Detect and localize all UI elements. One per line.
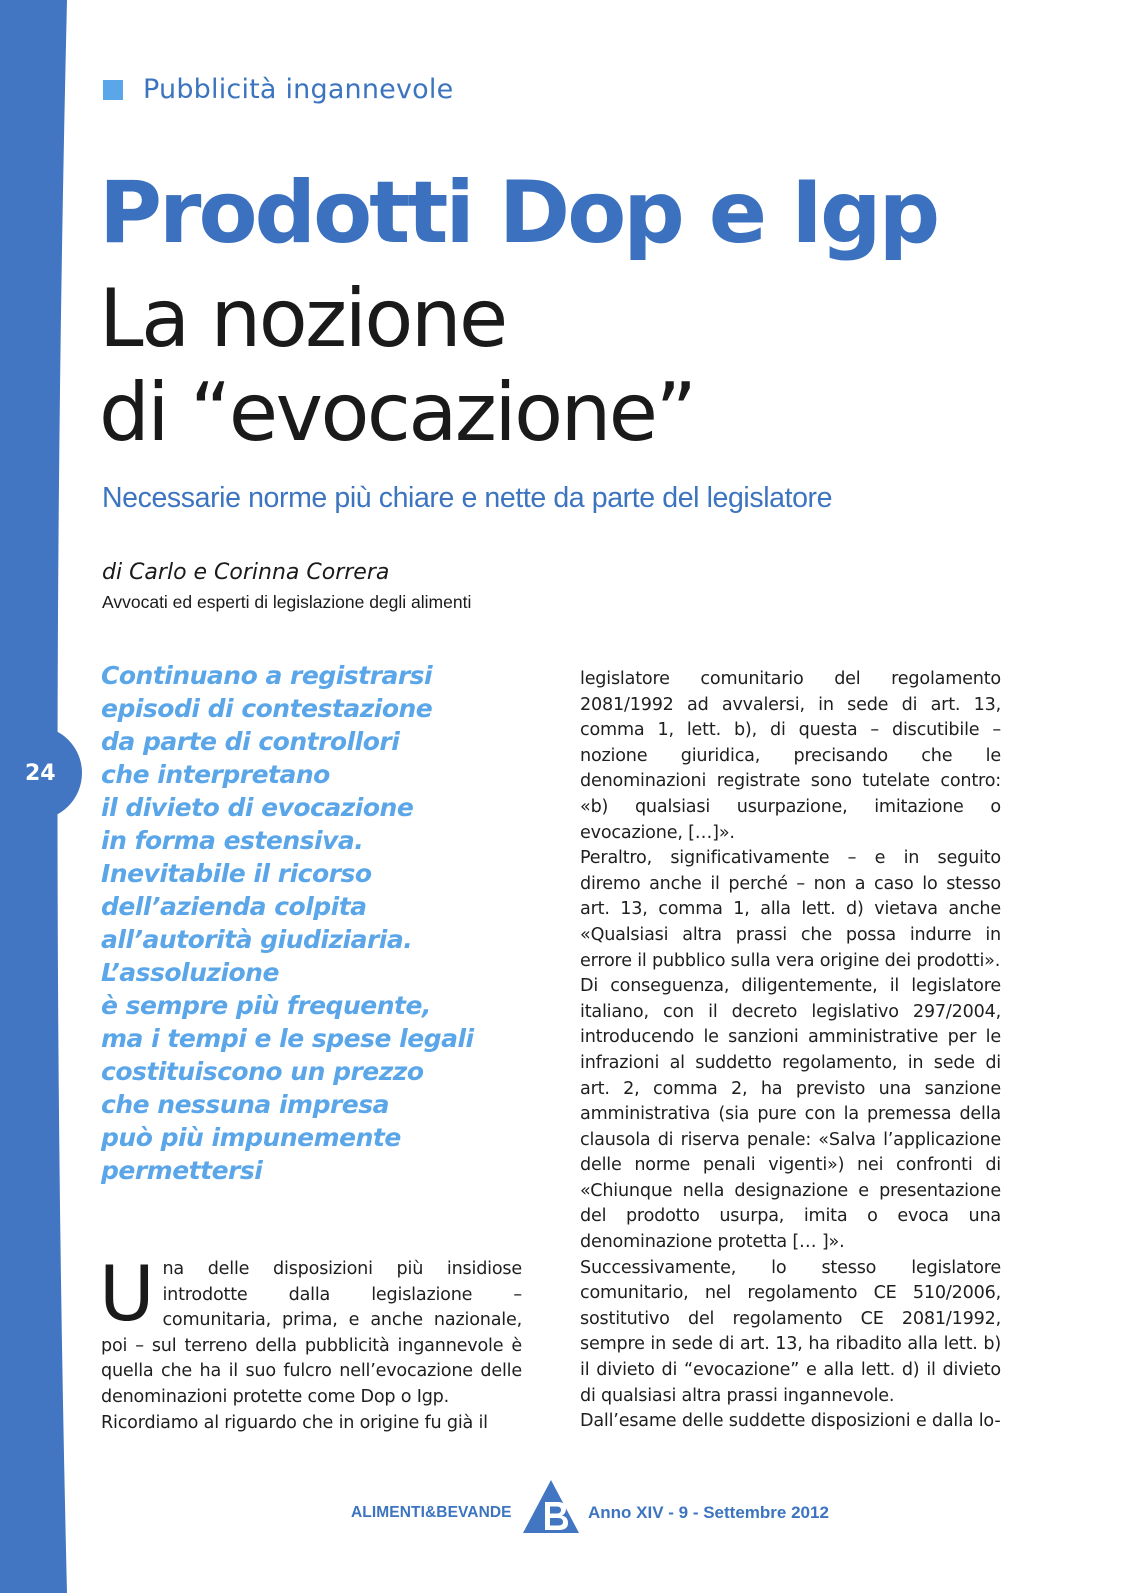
body-column-right: [580, 667, 1001, 1435]
title-line-3: di “evocazione”: [99, 366, 695, 459]
page-footer: [0, 1478, 1121, 1538]
pull-quote-line: Continuano a registrarsi: [101, 661, 433, 690]
body-paragraph: legislatore comunitario del regolamento 2081/1992 ad avvalersi, in sede di art. 13, comma 1, lett. b), di questa – discutibile – nozione giuridica, precisando che le denominazioni registrate sono tutelate contro: «b) qualsiasi usurpazione, imitazione o evocazione, […]».: [580, 669, 1001, 843]
body-paragraph: Di conseguenza, diligentemente, il legislatore italiano, con il decreto legislativo 297/2004, introducendo le sanzioni amministrative per le infrazioni al suddetto regolamento, in sede di art. 2, comma 2, ha previsto una sanzione amministrativa (sia pure con la premessa della clausola di riserva penale: «Salva l’applicazione delle norme penali vigenti») nei confronti di «Chiunque nella designazione e presentazione del prodotto usurpa, imita o evoca una denominazione protetta [… ]».: [580, 976, 1001, 1253]
article-title-secondary: [99, 272, 694, 460]
pull-quote-line: Inevitabile il ricorso: [101, 859, 372, 888]
pull-quote-line: dell’azienda colpita: [101, 892, 367, 921]
square-bullet-icon: [103, 80, 123, 100]
section-label: Pubblicità ingannevole: [143, 74, 454, 105]
pull-quote-line: il divieto di evocazione: [101, 793, 414, 822]
pull-quote: [101, 659, 531, 1187]
pull-quote-line: da parte di controllori: [101, 727, 400, 756]
author-role: Avvocati ed esperti di legislazione degli alimenti: [102, 592, 472, 612]
body-column-left: [99, 1249, 522, 1436]
pull-quote-line: permettersi: [101, 1156, 263, 1185]
pull-quote-line: può più impunemente: [101, 1123, 401, 1152]
section-tag: [103, 74, 453, 105]
triangle-b-logo-icon: [521, 1478, 581, 1534]
body-paragraph: Dall’esame delle suddette disposizioni e dalla lo-: [580, 1411, 1001, 1432]
pull-quote-line: all’autorità giudiziaria.: [101, 925, 413, 954]
body-paragraph: Ricordiamo al riguardo che in origine fu già il: [101, 1412, 488, 1433]
body-paragraph: Successivamente, lo stesso legislatore comunitario, nel regolamento CE 510/2006, sostitutivo del regolamento CE 2081/1992, sempre in sede di art. 13, ha ribadito alla lett. b) il divieto di “evocazione” e alla lett. d) il divieto di qualsiasi altra prassi ingannevole.: [580, 1257, 1001, 1406]
article-subtitle: Necessarie norme più chiare e nette da parte del legislatore: [102, 482, 833, 514]
drop-cap: U: [99, 1249, 155, 1338]
title-line-2: La nozione: [99, 272, 506, 365]
body-paragraph-text: na delle disposizioni più insidiose introdotte dalla legislazione – comunitaria, prima, e anche nazionale, poi – sul terreno della pubblicità ingannevole è quella che ha il suo fulcro nell’evocazione delle denominazioni protette come Dop o Igp.: [101, 1259, 522, 1407]
publication-name: ALIMENTI&BEVANDE: [351, 1504, 512, 1521]
body-paragraph: Peraltro, significativamente – e in seguito diremo anche il perché – non a caso lo stesso art. 13, comma 1, alla lett. d) vietava anche «Qualsiasi altra prassi che possa indurre in errore il pubblico sulla vera origine dei prodotti».: [580, 848, 1001, 971]
article-title: Prodotti Dop e Igp: [99, 163, 938, 263]
pull-quote-line: in forma estensiva.: [101, 826, 364, 855]
pull-quote-line: L’assoluzione: [101, 958, 279, 987]
pull-quote-line: episodi di contestazione: [101, 694, 433, 723]
pull-quote-line: costituiscono un prezzo: [101, 1057, 424, 1086]
page-number: 24: [25, 760, 56, 786]
body-paragraph: [99, 1249, 522, 1411]
pull-quote-line: ma i tempi e le spese legali: [101, 1024, 474, 1053]
author-name: di Carlo e Corinna Correra: [102, 560, 390, 585]
pull-quote-line: è sempre più frequente,: [101, 991, 431, 1020]
issue-info: Anno XIV - 9 - Settembre 2012: [588, 1503, 829, 1522]
pull-quote-line: che interpretano: [101, 760, 330, 789]
pull-quote-line: che nessuna impresa: [101, 1090, 390, 1119]
